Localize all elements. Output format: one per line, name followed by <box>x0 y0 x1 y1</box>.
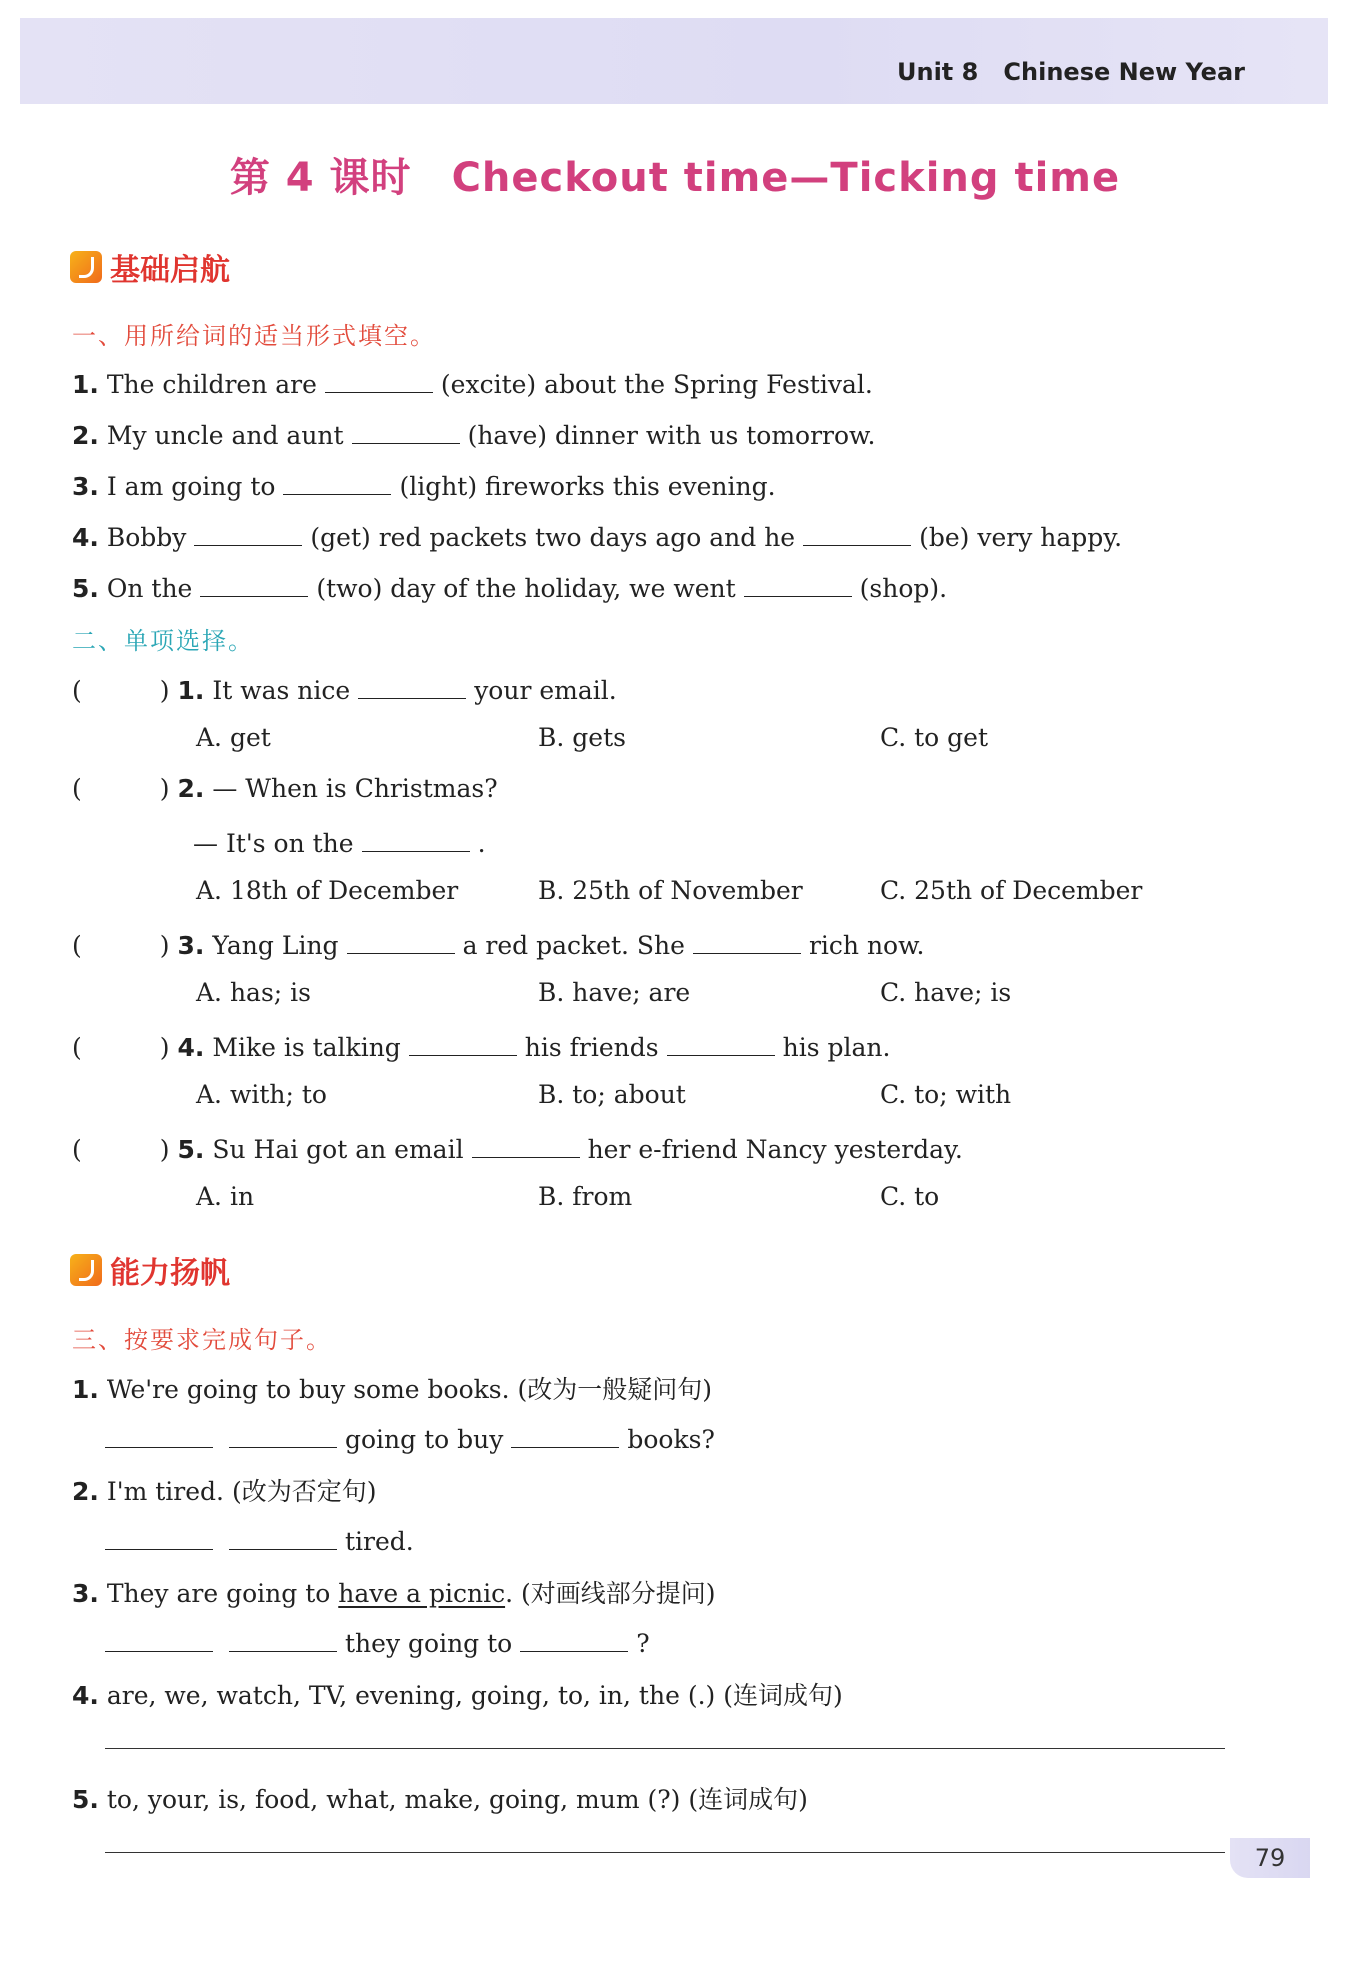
part2-q4: ( ) 4. Mike is talking his friends his plan. <box>72 1029 890 1062</box>
part2-q3: ( ) 3. Yang Ling a red packet. She rich now. <box>72 927 924 960</box>
section-ability-label: 能力扬帆 <box>110 1256 230 1291</box>
option-a[interactable]: A. in <box>196 1182 255 1211</box>
answer-blank[interactable] <box>229 1625 337 1652</box>
answer-blank[interactable] <box>105 1625 213 1652</box>
part2-q2: ( ) 2. — When is Christmas? <box>72 774 498 803</box>
option-b[interactable]: B. have; are <box>538 978 691 1007</box>
part3-s2-answer: tired. <box>97 1523 414 1556</box>
option-b[interactable]: B. 25th of November <box>538 876 803 905</box>
answer-blank[interactable] <box>194 519 302 546</box>
answer-blank[interactable] <box>325 366 433 393</box>
option-a[interactable]: A. has; is <box>196 978 311 1007</box>
part1-title: 一、用所给词的适当形式填空。 <box>72 322 436 350</box>
part1-item-1: 1. The children are (excite) about the Spring Festival. <box>72 366 873 399</box>
part3-s5: 5. to, your, is, food, what, make, going, mum (?) (连词成句) <box>72 1785 808 1814</box>
answer-blank <box>693 927 801 954</box>
answer-line[interactable] <box>105 1748 1225 1749</box>
answer-blank[interactable] <box>200 570 308 597</box>
part1-item-4: 4. Bobby (get) red packets two days ago and he (be) very happy. <box>72 519 1122 552</box>
unit-header <box>897 58 1245 86</box>
option-c[interactable]: C. have; is <box>880 978 1012 1007</box>
answer-blank[interactable] <box>511 1421 619 1448</box>
option-b[interactable]: B. gets <box>538 723 626 752</box>
unit-number: Unit 8 <box>897 58 979 86</box>
lesson-name: Checkout time—Ticking time <box>451 155 1121 201</box>
part3-s3-answer: they going to ? <box>97 1625 650 1658</box>
anchor-icon <box>70 251 102 283</box>
answer-blank <box>667 1029 775 1056</box>
unit-title: Chinese New Year <box>1003 58 1245 86</box>
part2-q5: ( ) 5. Su Hai got an email her e-friend Nancy yesterday. <box>72 1131 963 1164</box>
option-c[interactable]: C. to; with <box>880 1080 1012 1109</box>
section-basic-label: 基础启航 <box>110 253 230 288</box>
page-number: 79 <box>1230 1838 1310 1878</box>
answer-blank[interactable] <box>105 1421 213 1448</box>
option-a[interactable]: A. 18th of December <box>196 876 459 905</box>
answer-blank[interactable] <box>803 519 911 546</box>
lesson-title <box>0 146 1350 203</box>
option-c[interactable]: C. to get <box>880 723 989 752</box>
option-a[interactable]: A. get <box>196 723 271 752</box>
answer-blank[interactable] <box>283 468 391 495</box>
answer-blank <box>362 825 470 852</box>
part2-q2-answer-line: — It's on the . <box>193 825 486 858</box>
option-c[interactable]: C. 25th of December <box>880 876 1143 905</box>
section-basic <box>70 245 230 289</box>
part1-item-2: 2. My uncle and aunt (have) dinner with us tomorrow. <box>72 417 875 450</box>
answer-blank[interactable] <box>229 1523 337 1550</box>
answer-blank[interactable] <box>352 417 460 444</box>
option-b[interactable]: B. to; about <box>538 1080 686 1109</box>
part3-s3: 3. They are going to have a picnic. (对画线部分提问) <box>72 1579 716 1608</box>
part3-s2: 2. I'm tired. (改为否定句) <box>72 1477 377 1506</box>
part1-item-3: 3. I am going to (light) fireworks this evening. <box>72 468 776 501</box>
answer-blank[interactable] <box>744 570 852 597</box>
answer-blank[interactable] <box>105 1523 213 1550</box>
part3-title: 三、按要求完成句子。 <box>72 1326 332 1354</box>
answer-blank <box>472 1131 580 1158</box>
answer-blank <box>409 1029 517 1056</box>
sail-icon <box>70 1254 102 1286</box>
answer-line[interactable] <box>105 1852 1225 1853</box>
section-ability <box>70 1248 230 1292</box>
part2-q1: ( ) 1. It was nice your email. <box>72 672 617 705</box>
answer-blank[interactable] <box>229 1421 337 1448</box>
lesson-number: 第 4 课时 <box>229 155 412 201</box>
answer-blank <box>347 927 455 954</box>
part3-s1: 1. We're going to buy some books. (改为一般疑问句) <box>72 1375 713 1404</box>
option-b[interactable]: B. from <box>538 1182 633 1211</box>
answer-blank[interactable] <box>520 1625 628 1652</box>
part3-s4: 4. are, we, watch, TV, evening, going, to, in, the (.) (连词成句) <box>72 1681 843 1710</box>
part1-item-5: 5. On the (two) day of the holiday, we went (shop). <box>72 570 947 603</box>
option-c[interactable]: C. to <box>880 1182 940 1211</box>
option-a[interactable]: A. with; to <box>196 1080 327 1109</box>
part3-s1-answer: going to buy books? <box>97 1421 715 1454</box>
part2-title: 二、单项选择。 <box>72 627 254 655</box>
answer-blank <box>358 672 466 699</box>
